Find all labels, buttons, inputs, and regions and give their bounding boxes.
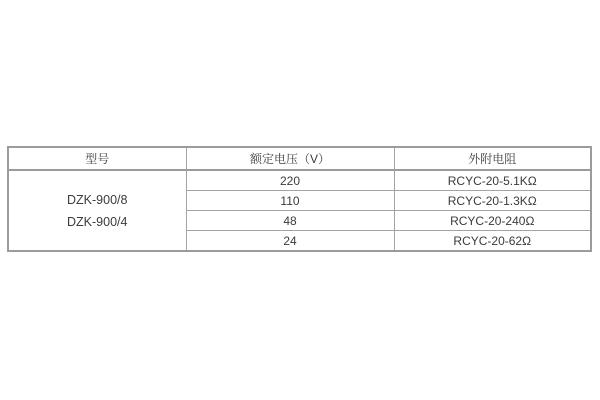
model-line-1: DZK-900/8 — [67, 192, 128, 207]
voltage-cell: 220 — [186, 170, 394, 191]
resistor-cell: RCYC-20-5.1KΩ — [394, 170, 591, 191]
spec-table — [7, 146, 592, 252]
voltage-cell: 110 — [186, 191, 394, 211]
table-row — [8, 170, 591, 191]
resistor-cell: RCYC-20-1.3KΩ — [394, 191, 591, 211]
model-cell — [8, 170, 186, 251]
resistor-cell: RCYC-20-240Ω — [394, 211, 591, 231]
resistor-cell: RCYC-20-62Ω — [394, 231, 591, 252]
model-line-2: DZK-900/4 — [67, 214, 128, 229]
header-resistor: 外附电阻 — [394, 147, 591, 170]
header-model: 型号 — [8, 147, 186, 170]
header-voltage: 额定电压（V） — [186, 147, 394, 170]
table-header-row — [8, 147, 591, 170]
spec-table-container — [7, 146, 590, 252]
voltage-cell: 24 — [186, 231, 394, 252]
voltage-cell: 48 — [186, 211, 394, 231]
